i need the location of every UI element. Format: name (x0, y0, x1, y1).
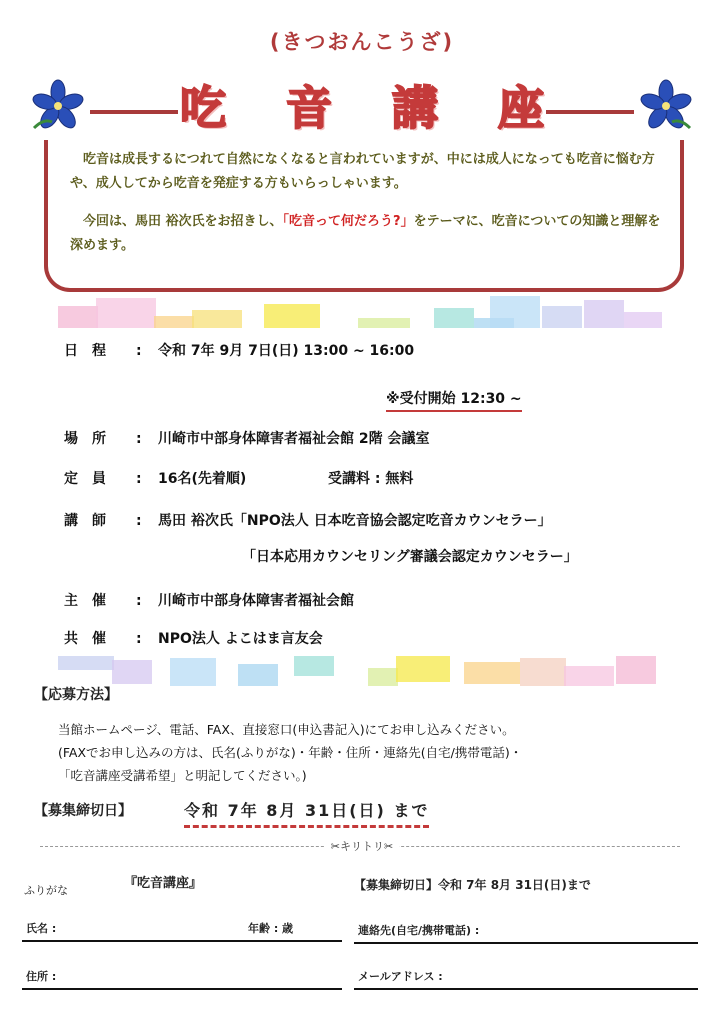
capacity-value: 16名(先着順) (158, 471, 247, 487)
theme-highlight: 「吃音って何だろう?」 (282, 214, 414, 229)
lecturer-value-1: 馬田 裕次氏「NPO法人 日本吃音協会認定吃音カウンセラー」 (158, 513, 552, 529)
venue-value: 川崎市中部身体障害者福祉会館 2階 会議室 (158, 431, 430, 447)
title-line-left (90, 110, 178, 114)
schedule-row: 日程 : 令和 7年 9月 7日(日) 13:00 ~ 16:00 (64, 343, 415, 359)
lecturer-value-2: 「日本応用カウンセリング審議会認定カウンセラー」 (242, 549, 578, 565)
title-row (30, 72, 694, 142)
subtitle: (きつおんこうざ) (269, 30, 455, 54)
fee-value: 無料 (385, 471, 414, 487)
name-input-line[interactable] (22, 940, 342, 942)
email-input-line[interactable] (354, 988, 698, 990)
cut-label: ✂キリトリ✂ (0, 838, 724, 854)
cosponsor-value: NPO法人 よこはま言友会 (158, 631, 323, 647)
age-label: 年齢 : 歳 (248, 922, 294, 935)
schedule-value: 令和 7年 9月 7日(日) 13:00 ~ 16:00 (158, 343, 415, 359)
deadline-value: 令和 7年 8月 31日(日) まで (184, 798, 429, 828)
intro-box (44, 140, 684, 292)
fee-label: 受講料 (328, 471, 370, 487)
email-label: メールアドレス : (358, 970, 443, 983)
address-input-line[interactable] (22, 988, 342, 990)
form-course-title: 『吃音講座』 (124, 876, 203, 891)
deadline-heading: 【募集締切日】 (34, 803, 132, 819)
title-line-right (546, 110, 634, 114)
capacity-row: 定員 : 16名(先着順) 受講料 : 無料 (64, 468, 413, 488)
application-heading: 【応募方法】 (34, 687, 118, 703)
reception-time: ※受付開始 12:30 ~ (386, 388, 522, 412)
flower-icon (30, 78, 86, 134)
furigana-label: ふりがな (24, 884, 68, 897)
organizer-value: 川崎市中部身体障害者福祉会館 (158, 593, 354, 609)
main-title: 吃音講座 (180, 81, 544, 135)
organizer-row: 主催 : 川崎市中部身体障害者福祉会館 (64, 593, 354, 609)
decorative-band-bottom (58, 654, 662, 690)
application-text: 当館ホームページ、電話、FAX、直接窓口(申込書記入)にてお申し込みください。 (FAXでお申し込みの方は、氏名(ふりがな)・年齢・住所・連絡先(自宅/携帯電話)・ 「吃音講座受講希望」と明記してください。) (58, 722, 523, 783)
decorative-band-top (58, 296, 662, 332)
name-label: 氏名 : (26, 922, 57, 935)
intro-paragraph-2: 今回は、馬田 裕次氏をお招きし、「吃音って何だろう?」をテーマに、吃音についての知識と理解を深めます。 (70, 214, 661, 253)
lecturer-row: 講師 : 馬田 裕次氏「NPO法人 日本吃音協会認定吃音カウンセラー」 (64, 513, 552, 529)
address-label: 住所 : (26, 970, 57, 983)
flower-icon (638, 78, 694, 134)
venue-row: 場所 : 川崎市中部身体障害者福祉会館 2階 会議室 (64, 431, 430, 447)
contact-label: 連絡先(自宅/携帯電話) : (358, 924, 480, 937)
cosponsor-row: 共催 : NPO法人 よこはま言友会 (64, 631, 323, 647)
form-deadline-note: 【募集締切日】令和 7年 8月 31日(日)まで (354, 878, 591, 892)
contact-input-line[interactable] (354, 942, 698, 944)
intro-paragraph-1: 吃音は成長するにつれて自然になくなると言われていますが、中には成人になっても吃音に悩む方や、成人してから吃音を発症する方もいらっしゃいます。 (70, 152, 655, 191)
